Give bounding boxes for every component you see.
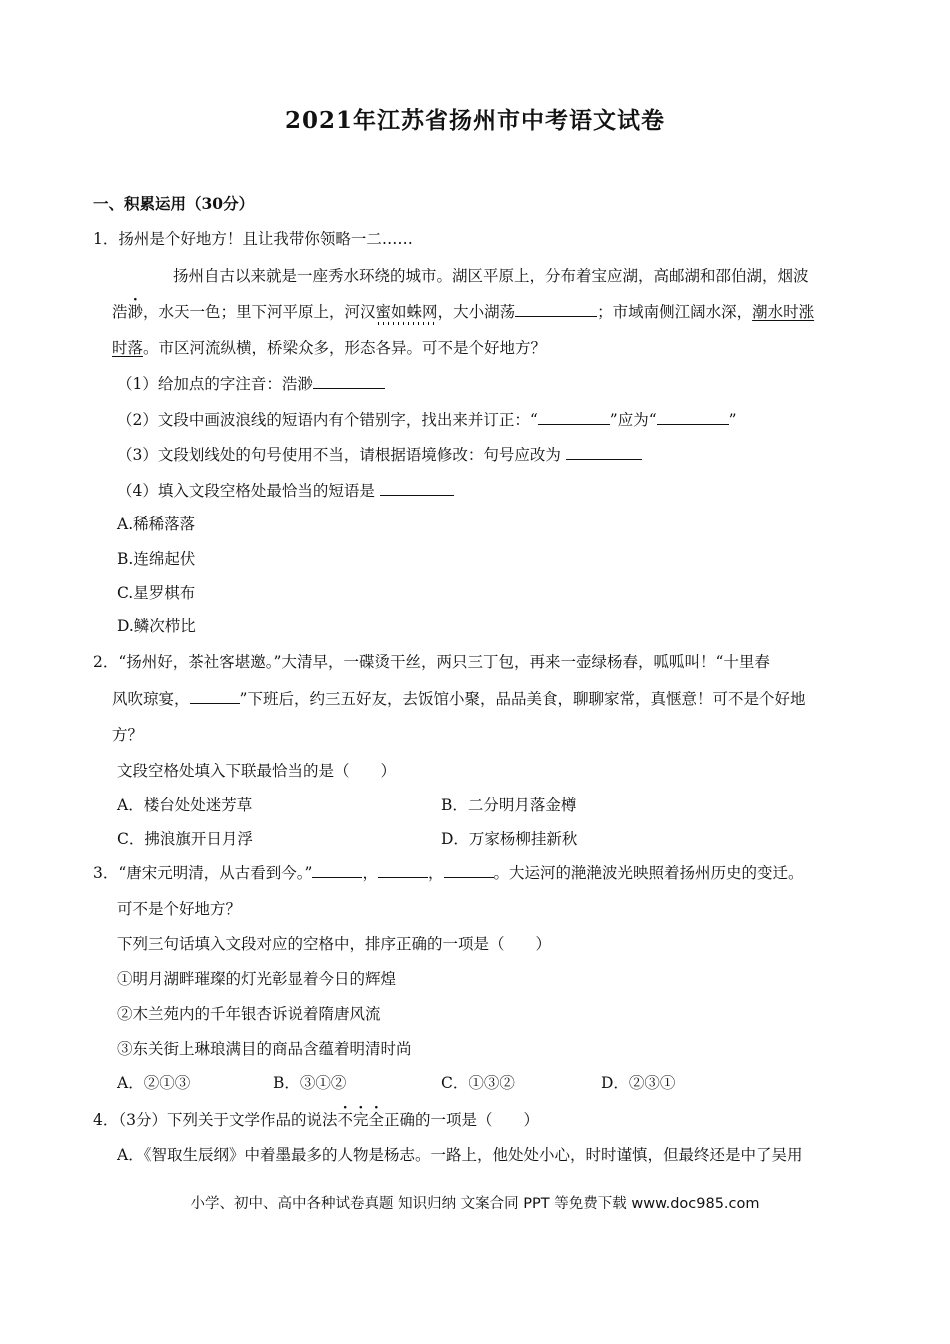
- q3-question: 下列三句话填入文段对应的空格中，排序正确的一项是（ ）: [117, 935, 552, 953]
- q3-line2: 可不是个好地方？: [117, 900, 242, 918]
- q2-line1: 2．“扬州好，茶社客堪邀。”大清早，一碟烫干丝，两只三丁包，再来一壶绿杨春，呱呱叫！“十里春: [93, 653, 770, 671]
- dotted-word: 浩渺: [112, 303, 144, 321]
- q1-option-c[interactable]: C.星罗棋布: [117, 584, 196, 602]
- q4-option-a[interactable]: A．《智取生辰纲》中着墨最多的人物是杨志。一路上，他处处小心，时时谨慎，但最终还是中了吴用: [117, 1146, 803, 1164]
- q3-option-b[interactable]: B．③①②: [273, 1074, 347, 1092]
- q2-question: 文段空格处填入下联最恰当的是（ ）: [117, 762, 397, 780]
- wavy-phrase: 蜜如蛛网: [375, 303, 438, 321]
- dotted-char: 完: [353, 1111, 369, 1129]
- q1-passage-line3: 时落。市区河流纵横，桥梁众多，形态各异。可不是个好地方？: [112, 339, 547, 357]
- page-title: 2021年江苏省扬州市中考语文试卷: [284, 107, 665, 134]
- q2-line2: 风吹琼宴， ”下班后，约三五好友，去饭馆小聚，品品美食，聊聊家常，真惬意！可不是个好地: [112, 690, 806, 708]
- answer-blank[interactable]: [313, 374, 385, 389]
- q1-passage-line1: 扬州自古以来就是一座秀水环绕的城市。湖区平原上，分布着宝应湖，高邮湖和邵伯湖，烟波: [173, 267, 809, 285]
- answer-blank[interactable]: [538, 410, 610, 425]
- blank-field[interactable]: [312, 863, 362, 878]
- q1-passage-line2: 浩渺，水天一色；里下河平原上，河汉蜜如蛛网，大小湖荡 ；市域南侧江阔水深，潮水时涨: [112, 303, 815, 321]
- answer-blank[interactable]: [657, 410, 729, 425]
- q3-option-a[interactable]: A．②①③: [117, 1074, 191, 1092]
- footer-text: 小学、初中、高中各种试卷真题 知识归纳 文案合同 PPT 等免费下载 www.doc985.com: [190, 1196, 760, 1212]
- q1-sub3: （3）文段划线处的句号使用不当，请根据语境修改：句号应改为: [117, 445, 642, 465]
- q2-option-b[interactable]: B．二分明月落金樽: [441, 796, 577, 814]
- q1-option-b[interactable]: B.连绵起伏: [117, 550, 196, 568]
- q1-option-d[interactable]: D.鳞次栉比: [117, 617, 196, 635]
- q2-line3: 方？: [112, 726, 144, 744]
- q1-stem: 1．扬州是个好地方！且让我带你领略一二……: [93, 230, 413, 248]
- q2-option-a[interactable]: A．楼台处处迷芳草: [117, 796, 253, 814]
- q3-line1: 3．“唐宋元明清，从古看到今。” ， ， 。大运河的滟滟波光映照着扬州历史的变迁。: [93, 864, 804, 882]
- answer-blank[interactable]: [380, 481, 454, 496]
- q1-sub1: （1）给加点的字注音：浩渺: [117, 374, 385, 394]
- blank-field[interactable]: [444, 863, 494, 878]
- underlined-sentence-end: 时落: [112, 339, 144, 357]
- q3-sentence-3: ③东关街上琳琅满目的商品含蕴着明清时尚: [117, 1040, 412, 1058]
- blank-field[interactable]: [378, 863, 428, 878]
- q3-sentence-1: ①明月湖畔璀璨的灯光彰显着今日的辉煌: [117, 970, 397, 988]
- q1-sub4: （4）填入文段空格处最恰当的短语是: [117, 481, 454, 501]
- q1-option-a[interactable]: A.稀稀落落: [117, 515, 196, 533]
- underlined-sentence: 潮水时涨: [752, 303, 815, 321]
- q2-option-c[interactable]: C．拂浪旗开日月浮: [117, 830, 253, 848]
- answer-blank[interactable]: [566, 445, 642, 460]
- dotted-char: 全: [368, 1111, 385, 1129]
- q3-sentence-2: ②木兰苑内的千年银杏诉说着隋唐风流: [117, 1005, 381, 1023]
- section-heading: 一、积累运用（30分）: [93, 194, 255, 213]
- blank-field[interactable]: [515, 302, 597, 317]
- q1-sub2: （2）文段中画波浪线的短语内有个错别字，找出来并订正：“ ”应为“ ”: [117, 411, 737, 429]
- blank-field[interactable]: [190, 689, 240, 704]
- dotted-char: 不: [337, 1111, 353, 1129]
- q3-option-d[interactable]: D．②③①: [601, 1074, 676, 1092]
- q2-option-d[interactable]: D．万家杨柳挂新秋: [441, 830, 578, 848]
- q3-option-c[interactable]: C．①③②: [441, 1074, 515, 1092]
- q4-line1: 4．（3分）下列关于文学作品的说法不完全正确的一项是（ ）: [93, 1111, 540, 1129]
